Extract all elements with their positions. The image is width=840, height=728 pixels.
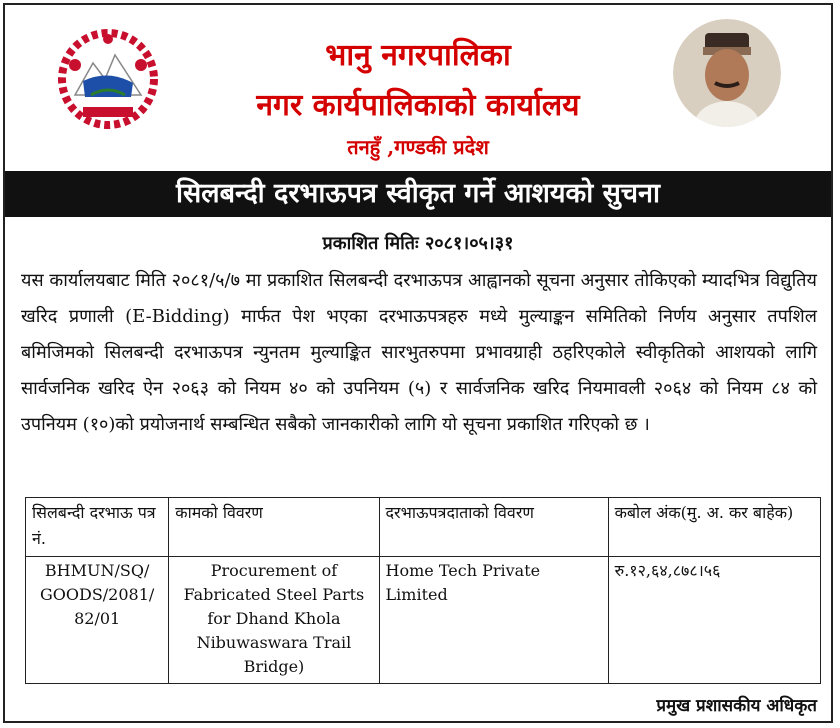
- table-row: [26, 557, 821, 684]
- header: [5, 5, 831, 169]
- header-bid-number: सिलबन्दी दरभाऊ पत्र नं.: [26, 498, 169, 557]
- office-location: तनहुँ ,गण्डकी प्रदेश: [347, 135, 489, 159]
- bidder-name: Home Tech Private Limited: [379, 557, 608, 684]
- header-bid-amount: कबोल अंक(मु. अ. कर बाहेक): [608, 498, 820, 557]
- notice-frame: [3, 3, 833, 723]
- bid-table: [25, 497, 821, 684]
- header-work-description: कामको विवरण: [169, 498, 379, 557]
- published-date: प्रकाशित मितिः २०८१।०५।३१: [322, 233, 514, 254]
- table-header-row: [26, 498, 821, 557]
- signature-title: प्रमुख प्रशासकीय अधिकृत: [656, 696, 817, 716]
- municipality-name: भानु नगरपालिका: [325, 38, 511, 73]
- work-description: Procurement of Fabricated Steel Parts for Dhand Khola Nibuwaswara Trail Bridge): [169, 557, 379, 684]
- office-name: नगर कार्यपालिकाको कार्यालय: [256, 88, 580, 123]
- portrait-icon: [673, 19, 781, 127]
- bid-number: BHMUN/SQ/ GOODS/2081/ 82/01: [26, 557, 169, 684]
- header-bidder: दरभाऊपत्रदाताको विवरण: [379, 498, 608, 557]
- bid-amount: रु.१२,६४,८७८।५६: [608, 557, 820, 684]
- notice-body: यस कार्यालयबाट मिति २०८१/५/७ मा प्रकाशित सिलबन्दी दरभाऊपत्र आह्वानको सूचना अनुसार तोकिएको म्यादभित्र विद्युतिय खरिद प्रणाली (E-Bidding) मार्फत पेश भएका दरभाऊपत्रहरु मध्ये मुल्याङ्कन समितिको निर्णय अनुसार तपशिल बमिजिमको सिलबन्दी दरभाऊपत्र न्युनतम मुल्याङ्कित सारभुतरुपमा प्रभावग्राही ठहरिएकोले स्वीकृतिको आशयको लागि सार्वजनिक खरिद ऐन २०६३ को नियम ४० को उपनियम (५) र सार्वजनिक खरिद नियमावली २०६४ को नियम ८४ को उपनियम (१०)को प्रयोजनार्थ सम्बन्धित सबैको जानकारीको लागि यो सूचना प्रकाशित गरिएको छ ।: [21, 270, 817, 435]
- notice-title-banner: सिलबन्दी दरभाऊपत्र स्वीकृत गर्ने आशयको सुचना: [5, 171, 831, 217]
